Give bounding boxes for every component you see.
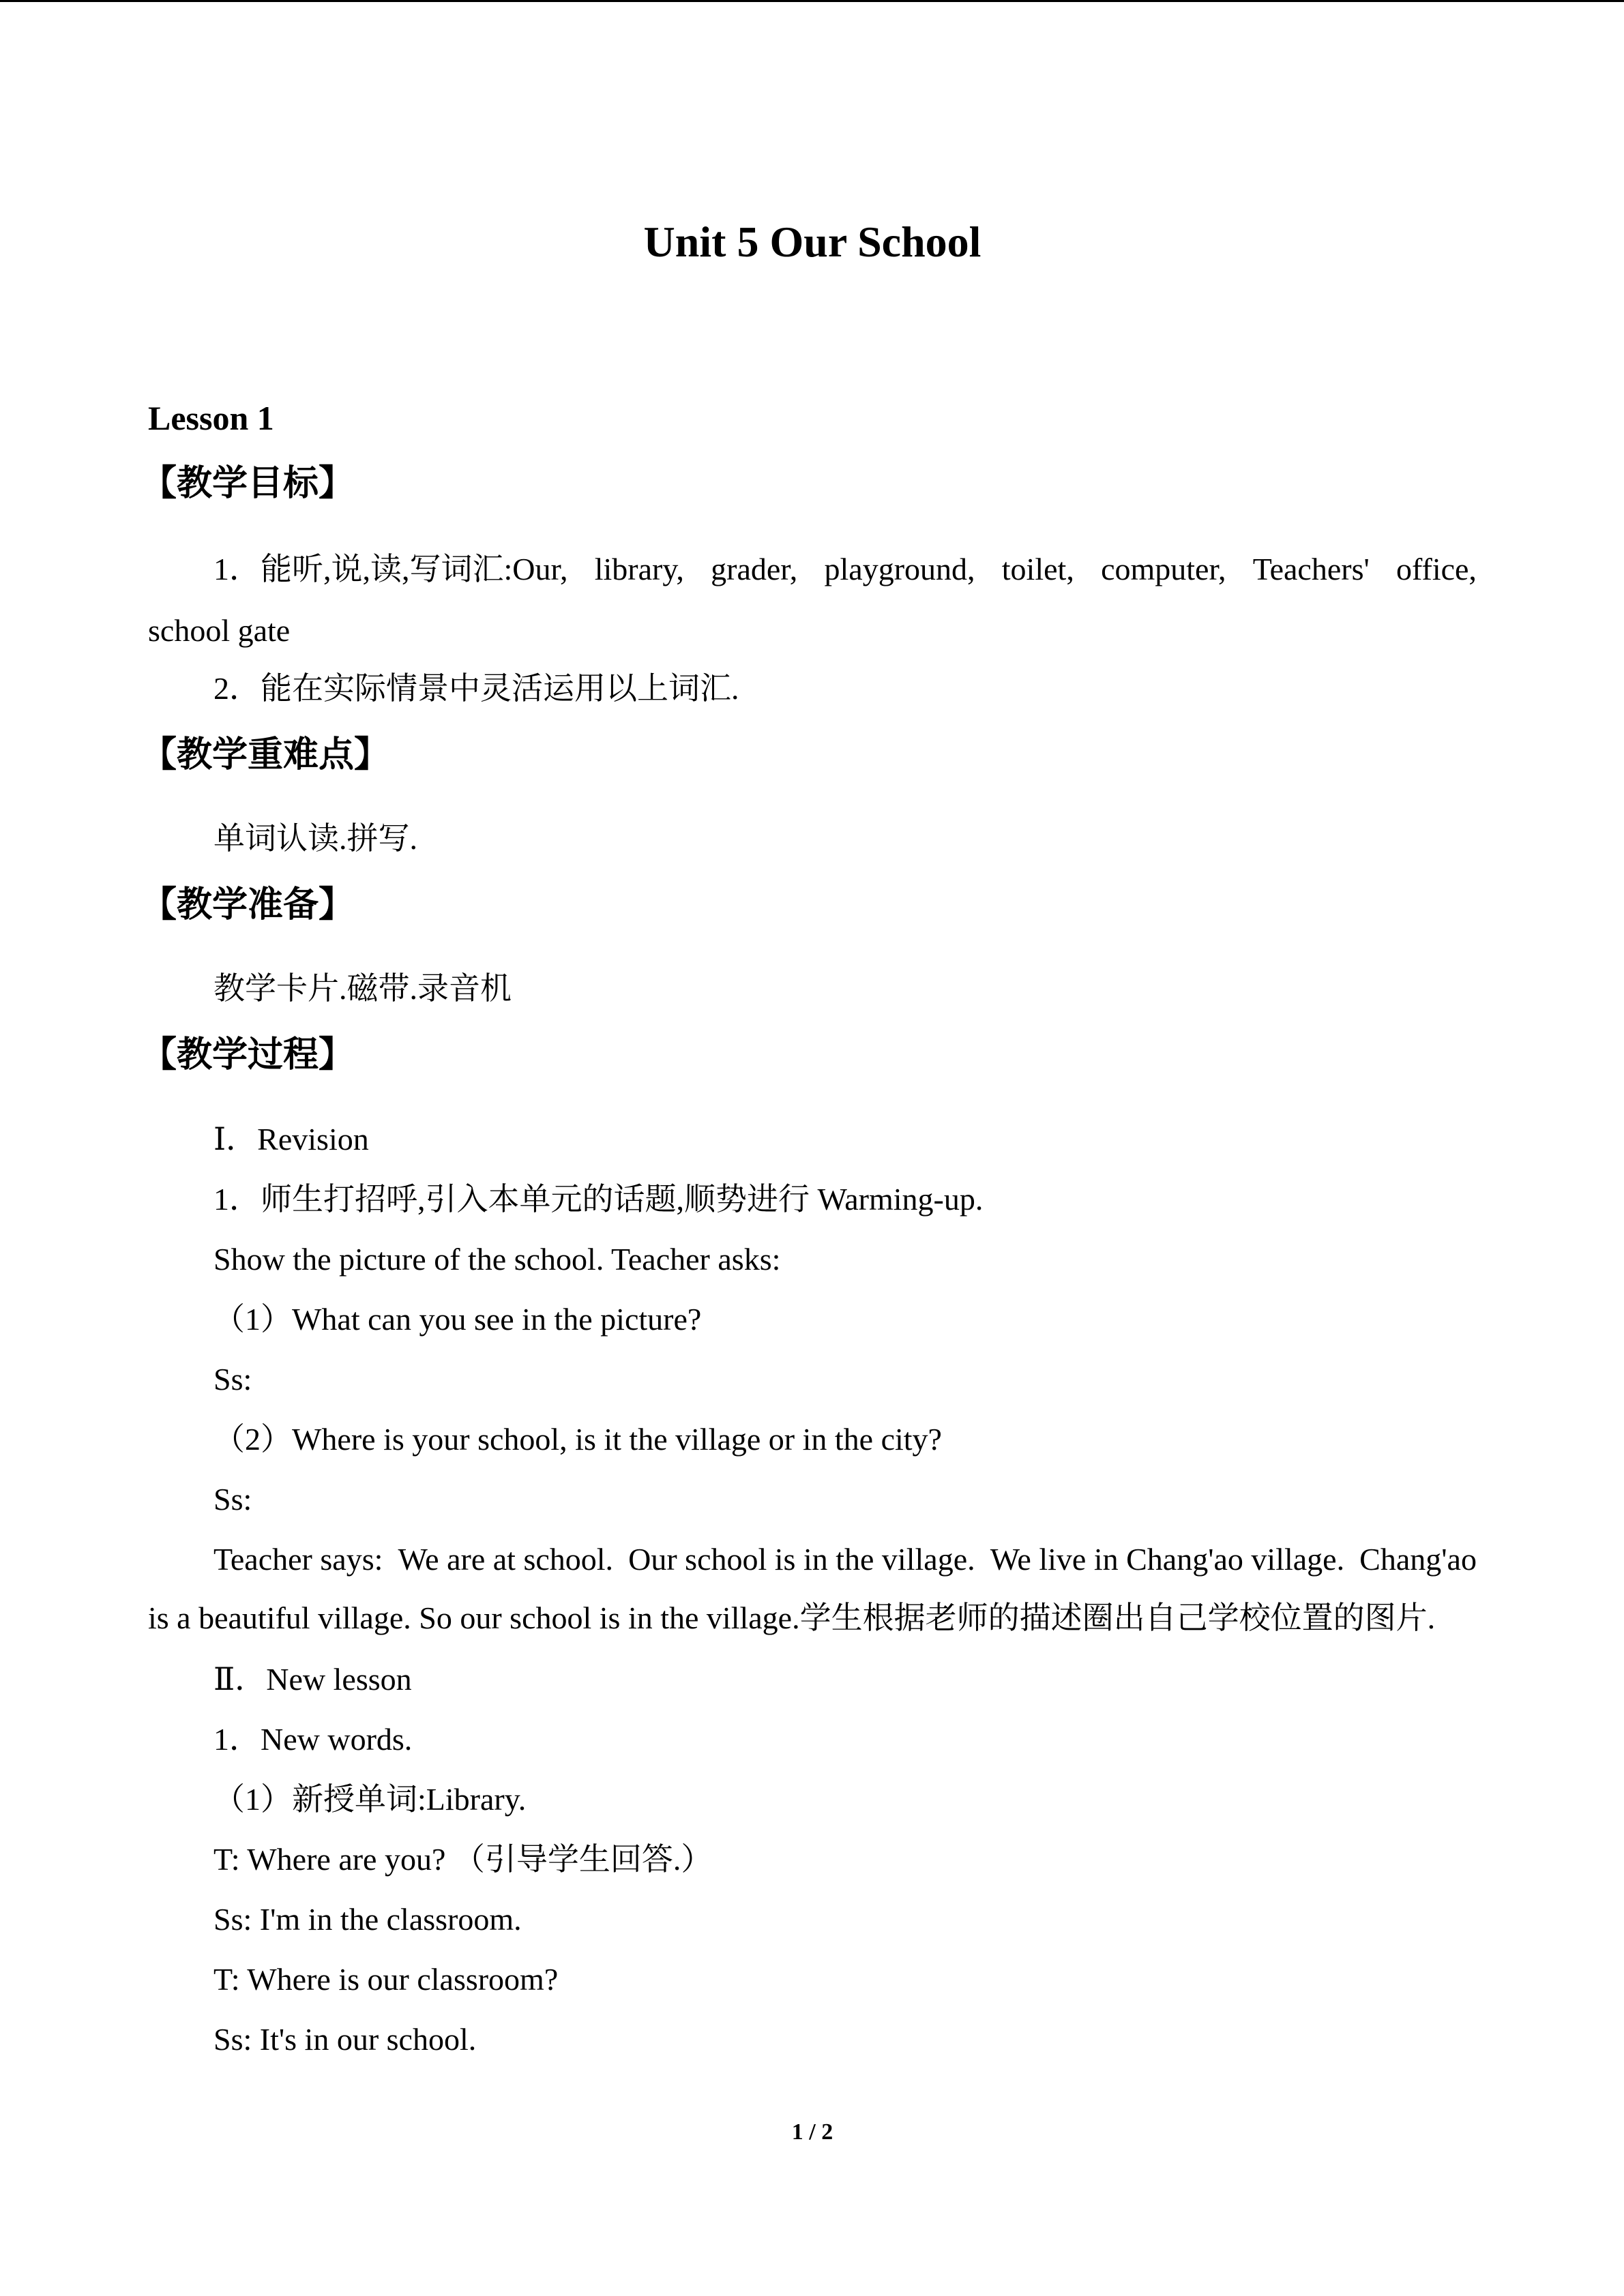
process-step-1: 1．师生打招呼,引入本单元的话题,顺势进行 Warming-up. [213,1182,984,1217]
goal-word: toilet, [1001,552,1074,586]
students-answer-school: Ss: It's in our school. [213,2022,477,2057]
goal-item-1 [213,539,1477,600]
goal-word: playground, [824,552,975,586]
students-answer-2: Ss: [213,1482,252,1517]
goal-item-2: 2．能在实际情景中灵活运用以上词汇. [213,671,739,706]
goal-item-1-prefix: 1．能听,说,读,写词汇:Our, [213,552,568,586]
goal-word: computer, [1101,552,1226,586]
goal-word: Teachers' [1252,552,1370,586]
teacher-says-line-2: is a beautiful village. So our school is in the village.学生根据老师的描述圈出自己学校位置的图片. [148,1600,1436,1635]
teacher-question-where-classroom: T: Where is our classroom? [213,1962,559,1997]
revision-heading: Ⅰ．Revision [213,1122,369,1157]
page-number: 1 / 2 [791,2119,833,2145]
question-1: （1）What can you see in the picture? [213,1302,702,1337]
teacher-says-part: We live in Chang'ao village. [990,1542,1345,1577]
document-page [141,0,1477,2296]
teacher-says-line-1 [213,1529,1477,1590]
section-heading-process: 【教学过程】 [141,1034,355,1075]
section-heading-goals: 【教学目标】 [141,463,355,504]
preparation-text: 教学卡片.磁带.录音机 [213,971,512,1006]
section-heading-key-points: 【教学重难点】 [141,734,390,775]
teacher-says-part: Our school is in the village. [628,1542,975,1577]
key-points-text: 单词认读.拼写. [213,821,417,856]
document-title: Unit 5 Our School [643,218,981,266]
teacher-question-where-are-you: T: Where are you? （引导学生回答.） [213,1842,713,1877]
new-words-line: 1．New words. [213,1722,413,1757]
goal-item-1-continued: school gate [148,613,291,648]
goal-word: grader, [711,552,798,586]
goal-word: office, [1396,552,1477,586]
show-picture-line: Show the picture of the school. Teacher asks: [213,1242,781,1277]
students-answer-1: Ss: [213,1362,252,1397]
students-answer-classroom: Ss: I'm in the classroom. [213,1902,522,1937]
teacher-says-part: We are at school. [398,1542,614,1577]
teacher-says-part: Teacher says: [213,1542,383,1577]
question-2: （2）Where is your school, is it the village or in the city? [213,1422,942,1457]
goal-word: library, [594,552,684,586]
teacher-says-part: Chang'ao [1359,1542,1477,1577]
new-lesson-heading: Ⅱ．New lesson [213,1662,412,1697]
section-heading-preparation: 【教学准备】 [141,884,355,925]
teach-library-line: （1）新授单词:Library. [213,1782,527,1817]
lesson-heading: Lesson 1 [148,399,274,437]
